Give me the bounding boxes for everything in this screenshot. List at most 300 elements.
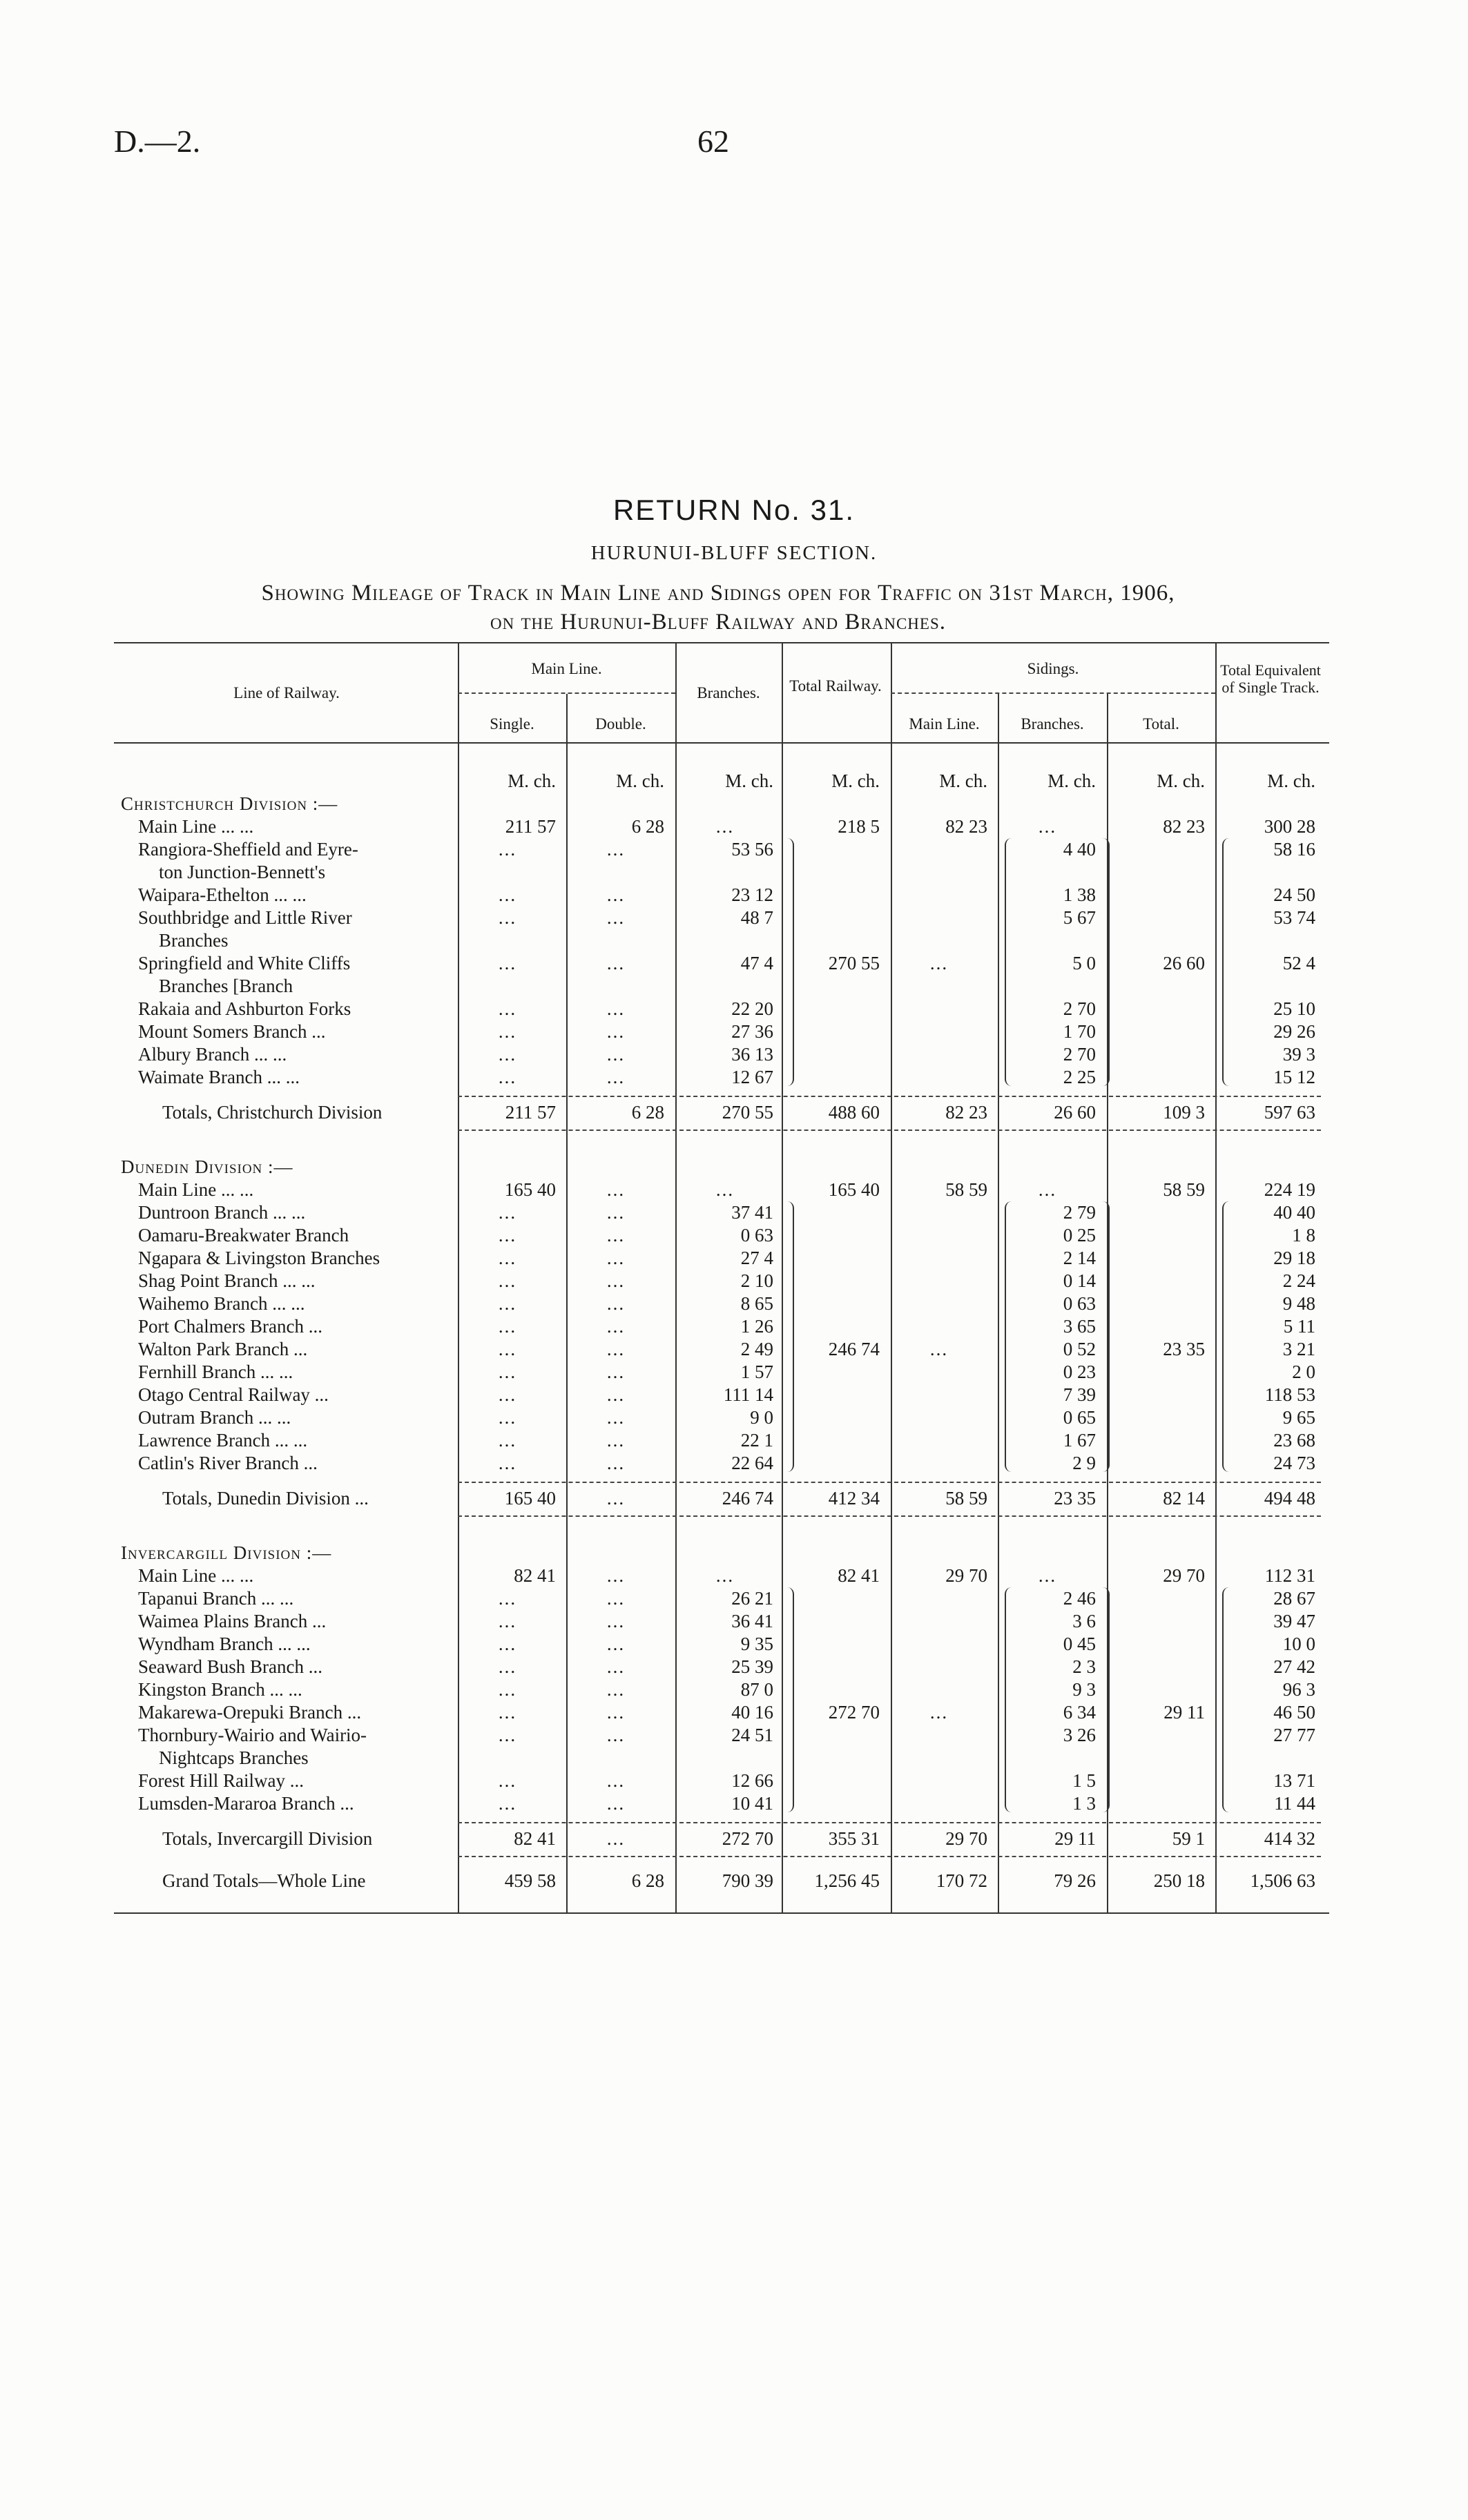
cell-equiv: 10 0 xyxy=(1282,1634,1315,1654)
cell-single: 459 58 xyxy=(504,1870,556,1891)
cell-double: ... xyxy=(606,1293,626,1314)
cell-sid-br: 4 40 xyxy=(1063,839,1096,860)
cell-branches: 12 67 xyxy=(731,1067,773,1087)
cell-sid-br: ... xyxy=(1038,1179,1057,1200)
cell-total: 270 55 xyxy=(828,953,880,973)
cell-sid-total: 250 18 xyxy=(1153,1870,1205,1891)
cell-sid-main: 82 23 xyxy=(945,1102,987,1123)
cell-double: ... xyxy=(606,907,626,928)
cell-equiv: 1,506 63 xyxy=(1250,1870,1315,1891)
unit-label: M. ch. xyxy=(616,770,664,791)
cell-branches: 47 4 xyxy=(740,953,773,973)
cell-double: ... xyxy=(606,953,626,973)
row-line-name: Lumsden-Mararoa Branch ... xyxy=(138,1793,354,1814)
grand-totals-label: Grand Totals—Whole Line xyxy=(162,1870,366,1891)
unit-label: M. ch. xyxy=(508,770,556,791)
cell-equiv: 27 77 xyxy=(1273,1725,1315,1745)
row-line-name: Thornbury-Wairio and Wairio- xyxy=(138,1725,367,1745)
cell-sid-main: 29 70 xyxy=(945,1828,987,1849)
table-row xyxy=(117,1587,1333,1610)
col-head-sidings-main-line: Main Line. xyxy=(909,715,980,733)
cell-double: ... xyxy=(606,1430,626,1451)
cell-single: ... xyxy=(498,953,517,973)
cell-sid-total: 29 11 xyxy=(1163,1702,1205,1723)
row-line-name-cont: Branches [Branch xyxy=(159,976,293,996)
table-row-continuation xyxy=(117,1747,1333,1770)
cell-double: ... xyxy=(606,1044,626,1065)
cell-double: ... xyxy=(606,1270,626,1291)
cell-branches: 1 57 xyxy=(740,1361,773,1382)
table-row xyxy=(117,1452,1333,1475)
row-line-name: Waimate Branch ... ... xyxy=(138,1067,300,1087)
cell-branches: 27 36 xyxy=(731,1021,773,1042)
table-row xyxy=(117,1701,1333,1724)
cell-single: ... xyxy=(498,1588,517,1609)
cell-sid-total: 82 14 xyxy=(1163,1488,1205,1509)
cell-sid-total: 109 3 xyxy=(1163,1102,1205,1123)
division-heading-row xyxy=(117,1542,1333,1564)
division-totals-label: Totals, Christchurch Division xyxy=(162,1102,383,1123)
cell-equiv: 2 24 xyxy=(1282,1270,1315,1291)
row-line-name: Kingston Branch ... ... xyxy=(138,1679,302,1700)
cell-sid-br: 1 67 xyxy=(1063,1430,1096,1451)
table-row xyxy=(117,1678,1333,1701)
cell-sid-br: 3 26 xyxy=(1063,1725,1096,1745)
table-row xyxy=(117,1406,1333,1429)
cell-branches: 272 70 xyxy=(722,1828,773,1849)
row-line-name: Ngapara & Livingston Branches xyxy=(138,1248,380,1268)
cell-double: ... xyxy=(606,1725,626,1745)
sidings-total-brace xyxy=(1101,838,1110,1086)
cell-double: ... xyxy=(606,1565,626,1586)
cell-double: ... xyxy=(606,1453,626,1473)
cell-double: 6 28 xyxy=(631,1870,664,1891)
cell-single: ... xyxy=(498,1702,517,1723)
row-line-name: Main Line ... ... xyxy=(138,1565,254,1586)
row-line-name: Main Line ... ... xyxy=(138,1179,254,1200)
table-bottom-rule xyxy=(114,1912,1329,1914)
table-caption xyxy=(114,579,1322,637)
cell-single: ... xyxy=(498,998,517,1019)
cell-double: ... xyxy=(606,1248,626,1268)
cell-sid-main: 170 72 xyxy=(936,1870,987,1891)
cell-single: ... xyxy=(498,1067,517,1087)
cell-branches: 26 21 xyxy=(731,1588,773,1609)
cell-single: 211 57 xyxy=(505,1102,556,1123)
equivalent-brace xyxy=(1222,1587,1230,1812)
cell-sid-total: 23 35 xyxy=(1163,1339,1205,1359)
table-row xyxy=(117,1224,1333,1247)
cell-sid-total: 29 70 xyxy=(1163,1565,1205,1586)
table-header-rule xyxy=(114,742,1329,744)
cell-equiv: 52 4 xyxy=(1282,953,1315,973)
cell-branches: 53 56 xyxy=(731,839,773,860)
cell-sid-br: 5 67 xyxy=(1063,907,1096,928)
cell-double: ... xyxy=(606,1384,626,1405)
cell-equiv: 24 50 xyxy=(1273,884,1315,905)
cell-branches: 9 0 xyxy=(750,1407,773,1428)
division-totals-row xyxy=(117,1487,1333,1510)
table-row xyxy=(117,1361,1333,1384)
table-row xyxy=(117,838,1333,861)
cell-branches: 27 4 xyxy=(740,1248,773,1268)
cell-branches: 12 66 xyxy=(731,1770,773,1791)
table-row xyxy=(117,1247,1333,1270)
sidings-branches-brace xyxy=(1005,1587,1013,1812)
cell-sid-br: 2 9 xyxy=(1072,1453,1096,1473)
caption-line-2: on the Hurunui-Bluff Railway and Branches. xyxy=(490,610,947,634)
total-railway-brace xyxy=(786,838,794,1086)
equivalent-brace xyxy=(1222,838,1230,1086)
table-row xyxy=(117,1338,1333,1361)
row-line-name: Catlin's River Branch ... xyxy=(138,1453,318,1473)
cell-branches: 22 64 xyxy=(731,1453,773,1473)
row-line-name: Fernhill Branch ... ... xyxy=(138,1361,293,1382)
cell-double: ... xyxy=(606,1361,626,1382)
row-line-name-cont: Nightcaps Branches xyxy=(159,1747,309,1768)
cell-total: 488 60 xyxy=(828,1102,880,1123)
row-line-name: Springfield and White Cliffs xyxy=(138,953,351,973)
cell-single: ... xyxy=(498,1656,517,1677)
table-row xyxy=(117,1315,1333,1338)
division-totals-label: Totals, Dunedin Division ... xyxy=(162,1488,369,1509)
cell-branches: 87 0 xyxy=(740,1679,773,1700)
row-line-name: Waipara-Ethelton ... ... xyxy=(138,884,307,905)
cell-single: ... xyxy=(498,1316,517,1337)
cell-sid-total: 82 23 xyxy=(1163,816,1205,837)
cell-equiv: 2 0 xyxy=(1292,1361,1315,1382)
cell-sid-main: 29 70 xyxy=(945,1565,987,1586)
cell-double: ... xyxy=(606,1488,626,1509)
cell-sid-br: 1 3 xyxy=(1072,1793,1096,1814)
table-row xyxy=(117,998,1333,1020)
table-row xyxy=(117,907,1333,929)
cell-branches: 111 14 xyxy=(723,1384,773,1405)
table-row xyxy=(117,1656,1333,1678)
cell-equiv: 27 42 xyxy=(1273,1656,1315,1677)
unit-label: M. ch. xyxy=(1157,770,1205,791)
table-row xyxy=(117,1633,1333,1656)
units-row xyxy=(117,770,1333,793)
total-railway-brace xyxy=(786,1201,794,1472)
total-railway-brace xyxy=(786,1587,794,1812)
cell-equiv: 414 32 xyxy=(1264,1828,1315,1849)
cell-double: ... xyxy=(606,1179,626,1200)
cell-single: ... xyxy=(498,1679,517,1700)
cell-single: 165 40 xyxy=(504,1488,556,1509)
cell-sid-total: 58 59 xyxy=(1163,1179,1205,1200)
cell-double: ... xyxy=(606,1021,626,1042)
cell-equiv: 24 73 xyxy=(1273,1453,1315,1473)
row-line-name: Outram Branch ... ... xyxy=(138,1407,291,1428)
cell-sid-main: ... xyxy=(929,953,949,973)
cell-sid-br: 0 14 xyxy=(1063,1270,1096,1291)
subtotal-rule xyxy=(458,1482,1321,1483)
sidings-total-brace xyxy=(1101,1587,1110,1812)
cell-double: ... xyxy=(606,1793,626,1814)
cell-double: ... xyxy=(606,1679,626,1700)
cell-equiv: 15 12 xyxy=(1273,1067,1315,1087)
cell-double: ... xyxy=(606,1611,626,1631)
cell-single: ... xyxy=(498,1725,517,1745)
row-line-name: Southbridge and Little River xyxy=(138,907,352,928)
cell-single: ... xyxy=(498,1225,517,1246)
col-head-line-of-railway: Line of Railway. xyxy=(233,684,340,701)
table-row xyxy=(117,1066,1333,1089)
cell-sid-br: 26 60 xyxy=(1054,1102,1096,1123)
cell-single: ... xyxy=(498,1270,517,1291)
return-title: RETURN No. 31. xyxy=(612,494,856,526)
cell-branches: 25 39 xyxy=(731,1656,773,1677)
page-header-code: D.—2. xyxy=(114,124,201,159)
cell-single: ... xyxy=(498,1248,517,1268)
cell-single: 211 57 xyxy=(505,816,556,837)
cell-total: 246 74 xyxy=(828,1339,880,1359)
col-head-total-equivalent: Total Equivalent of Single Track. xyxy=(1220,661,1321,696)
cell-equiv: 25 10 xyxy=(1273,998,1315,1019)
row-line-name: Port Chalmers Branch ... xyxy=(138,1316,322,1337)
cell-branches: 22 20 xyxy=(731,998,773,1019)
division-totals-row xyxy=(117,1101,1333,1124)
row-line-name: Waimea Plains Branch ... xyxy=(138,1611,327,1631)
subtotal-rule xyxy=(458,1130,1321,1131)
cell-sid-br: 3 6 xyxy=(1072,1611,1096,1631)
cell-double: ... xyxy=(606,1202,626,1223)
cell-single: ... xyxy=(498,1634,517,1654)
cell-double: ... xyxy=(606,1407,626,1428)
cell-single: ... xyxy=(498,1793,517,1814)
cell-equiv: 597 63 xyxy=(1264,1102,1315,1123)
cell-double: ... xyxy=(606,998,626,1019)
cell-equiv: 9 65 xyxy=(1282,1407,1315,1428)
cell-sid-total: 59 1 xyxy=(1172,1828,1205,1849)
cell-sid-br: 1 38 xyxy=(1063,884,1096,905)
subtotal-rule xyxy=(458,1515,1321,1517)
cell-single: ... xyxy=(498,1453,517,1473)
cell-sid-main: 58 59 xyxy=(945,1179,987,1200)
col-head-branches: Branches. xyxy=(697,684,760,701)
cell-sid-br: 2 25 xyxy=(1063,1067,1096,1087)
cell-single: ... xyxy=(498,1293,517,1314)
cell-branches: 8 65 xyxy=(740,1293,773,1314)
cell-branches: 2 49 xyxy=(740,1339,773,1359)
cell-branches: 48 7 xyxy=(740,907,773,928)
division-heading: Christchurch Division :— xyxy=(121,793,338,814)
cell-branches: 246 74 xyxy=(722,1488,773,1509)
cell-equiv: 5 11 xyxy=(1283,1316,1315,1337)
cell-sid-br: ... xyxy=(1038,1565,1057,1586)
cell-sid-br: 79 26 xyxy=(1054,1870,1096,1891)
row-line-name: Main Line ... ... xyxy=(138,816,254,837)
cell-sid-br: 0 65 xyxy=(1063,1407,1096,1428)
division-heading-row xyxy=(117,1156,1333,1179)
col-head-single: Single. xyxy=(490,715,534,733)
table-row xyxy=(117,1724,1333,1747)
cell-equiv: 118 53 xyxy=(1264,1384,1315,1405)
table-row xyxy=(117,1770,1333,1792)
cell-branches: 2 10 xyxy=(740,1270,773,1291)
equivalent-brace xyxy=(1222,1201,1230,1472)
cell-branches: ... xyxy=(715,816,735,837)
cell-equiv: 3 21 xyxy=(1282,1339,1315,1359)
cell-equiv: 96 3 xyxy=(1282,1679,1315,1700)
cell-branches: 37 41 xyxy=(731,1202,773,1223)
row-line-name: Oamaru-Breakwater Branch xyxy=(138,1225,349,1246)
unit-label: M. ch. xyxy=(725,770,773,791)
cell-equiv: 112 31 xyxy=(1264,1565,1315,1586)
row-line-name: Shag Point Branch ... ... xyxy=(138,1270,316,1291)
cell-sid-br: 2 3 xyxy=(1072,1656,1096,1677)
cell-single: ... xyxy=(498,1430,517,1451)
row-line-name: Seaward Bush Branch ... xyxy=(138,1656,322,1677)
cell-sid-br: ... xyxy=(1038,816,1057,837)
row-line-name: Rakaia and Ashburton Forks xyxy=(138,998,351,1019)
row-line-name: Makarewa-Orepuki Branch ... xyxy=(138,1702,362,1723)
cell-double: ... xyxy=(606,1702,626,1723)
cell-equiv: 46 50 xyxy=(1273,1702,1315,1723)
cell-branches: 24 51 xyxy=(731,1725,773,1745)
cell-double: ... xyxy=(606,1634,626,1654)
cell-double: ... xyxy=(606,1316,626,1337)
row-line-name: Forest Hill Railway ... xyxy=(138,1770,304,1791)
cell-double: ... xyxy=(606,884,626,905)
cell-equiv: 29 18 xyxy=(1273,1248,1315,1268)
cell-sid-main: ... xyxy=(929,1702,949,1723)
cell-equiv: 39 47 xyxy=(1273,1611,1315,1631)
cell-single: 82 41 xyxy=(514,1828,556,1849)
cell-sid-total: 26 60 xyxy=(1163,953,1205,973)
cell-branches: 23 12 xyxy=(731,884,773,905)
sidings-total-brace xyxy=(1101,1201,1110,1472)
cell-equiv: 40 40 xyxy=(1273,1202,1315,1223)
cell-branches: 0 63 xyxy=(740,1225,773,1246)
cell-single: ... xyxy=(498,907,517,928)
cell-branches: 270 55 xyxy=(722,1102,773,1123)
cell-sid-main: 58 59 xyxy=(945,1488,987,1509)
cell-single: 82 41 xyxy=(514,1565,556,1586)
cell-single: ... xyxy=(498,1384,517,1405)
subtotal-rule xyxy=(458,1822,1321,1823)
cell-branches: 22 1 xyxy=(740,1430,773,1451)
cell-single: ... xyxy=(498,839,517,860)
cell-sid-br: 0 25 xyxy=(1063,1225,1096,1246)
table-row xyxy=(117,952,1333,975)
row-line-name: Lawrence Branch ... ... xyxy=(138,1430,308,1451)
table-row xyxy=(117,1043,1333,1066)
page-number: 62 xyxy=(697,124,729,159)
cell-sid-br: 6 34 xyxy=(1063,1702,1096,1723)
grand-totals-row xyxy=(117,1870,1333,1892)
row-line-name: Otago Central Railway ... xyxy=(138,1384,329,1405)
table-row xyxy=(117,884,1333,907)
cell-sid-br: 1 5 xyxy=(1072,1770,1096,1791)
table-row xyxy=(117,1429,1333,1452)
unit-label: M. ch. xyxy=(939,770,987,791)
cell-single: ... xyxy=(498,1021,517,1042)
section-title: HURUNUI-BLUFF SECTION. xyxy=(590,542,878,564)
cell-total: 1,256 45 xyxy=(814,1870,880,1891)
cell-branches: 36 41 xyxy=(731,1611,773,1631)
division-heading: Invercargill Division :— xyxy=(121,1542,332,1563)
cell-branches: ... xyxy=(715,1565,735,1586)
cell-branches: 40 16 xyxy=(731,1702,773,1723)
cell-sid-br: 0 63 xyxy=(1063,1293,1096,1314)
cell-sid-br: 2 46 xyxy=(1063,1588,1096,1609)
col-head-sidings-total: Total. xyxy=(1143,715,1179,733)
cell-equiv: 53 74 xyxy=(1273,907,1315,928)
cell-single: ... xyxy=(498,1361,517,1382)
cell-equiv: 23 68 xyxy=(1273,1430,1315,1451)
sidings-subrule xyxy=(891,692,1215,694)
table-row xyxy=(117,1292,1333,1315)
row-line-name-cont: ton Junction-Bennett's xyxy=(159,862,326,882)
cell-sid-br: 2 79 xyxy=(1063,1202,1096,1223)
cell-sid-br: 1 70 xyxy=(1063,1021,1096,1042)
cell-single: ... xyxy=(498,1770,517,1791)
subtotal-rule xyxy=(458,1856,1321,1857)
cell-sid-br: 0 52 xyxy=(1063,1339,1096,1359)
table-row xyxy=(117,1384,1333,1406)
cell-branches: 790 39 xyxy=(722,1870,773,1891)
cell-equiv: 1 8 xyxy=(1292,1225,1315,1246)
row-line-name: Mount Somers Branch ... xyxy=(138,1021,326,1042)
division-heading-row xyxy=(117,793,1333,815)
row-line-name: Rangiora-Sheffield and Eyre- xyxy=(138,839,358,860)
main-line-subrule xyxy=(458,692,675,694)
cell-branches: 10 41 xyxy=(731,1793,773,1814)
cell-double: 6 28 xyxy=(631,1102,664,1123)
cell-total: 218 5 xyxy=(838,816,880,837)
cell-sid-br: 5 0 xyxy=(1072,953,1096,973)
table-row-continuation xyxy=(117,975,1333,998)
row-line-name: Walton Park Branch ... xyxy=(138,1339,308,1359)
cell-sid-br: 9 3 xyxy=(1072,1679,1096,1700)
cell-double: ... xyxy=(606,1225,626,1246)
unit-label: M. ch. xyxy=(1267,770,1315,791)
row-line-name: Duntroon Branch ... ... xyxy=(138,1202,306,1223)
col-head-total-railway: Total Railway. xyxy=(789,677,882,695)
subtotal-rule xyxy=(458,1096,1321,1097)
table-row-continuation xyxy=(117,861,1333,884)
caption-line-1: Showing Mileage of Track in Main Line and Sidings open for Traffic on 31st March, 1906, xyxy=(261,581,1175,605)
table-row-continuation xyxy=(117,929,1333,952)
cell-total: 272 70 xyxy=(828,1702,880,1723)
sidings-branches-brace xyxy=(1005,1201,1013,1472)
cell-double: ... xyxy=(606,1828,626,1849)
table-row xyxy=(117,1179,1333,1201)
cell-equiv: 13 71 xyxy=(1273,1770,1315,1791)
cell-single: ... xyxy=(498,884,517,905)
col-head-sidings-branches: Branches. xyxy=(1021,715,1084,733)
sidings-branches-brace xyxy=(1005,838,1013,1086)
row-line-name: Albury Branch ... ... xyxy=(138,1044,287,1065)
cell-double: ... xyxy=(606,1588,626,1609)
cell-total: 355 31 xyxy=(828,1828,880,1849)
cell-branches: 9 35 xyxy=(740,1634,773,1654)
cell-sid-main: ... xyxy=(929,1339,949,1359)
cell-sid-main: 82 23 xyxy=(945,816,987,837)
cell-sid-br: 29 11 xyxy=(1054,1828,1096,1849)
division-totals-label: Totals, Invercargill Division xyxy=(162,1828,373,1849)
cell-double: ... xyxy=(606,1770,626,1791)
cell-equiv: 58 16 xyxy=(1273,839,1315,860)
cell-branches: 1 26 xyxy=(740,1316,773,1337)
cell-branches: ... xyxy=(715,1179,735,1200)
cell-equiv: 224 19 xyxy=(1264,1179,1315,1200)
col-head-main-line: Main Line. xyxy=(531,660,602,677)
table-row xyxy=(117,1610,1333,1633)
col-head-double: Double. xyxy=(595,715,646,733)
